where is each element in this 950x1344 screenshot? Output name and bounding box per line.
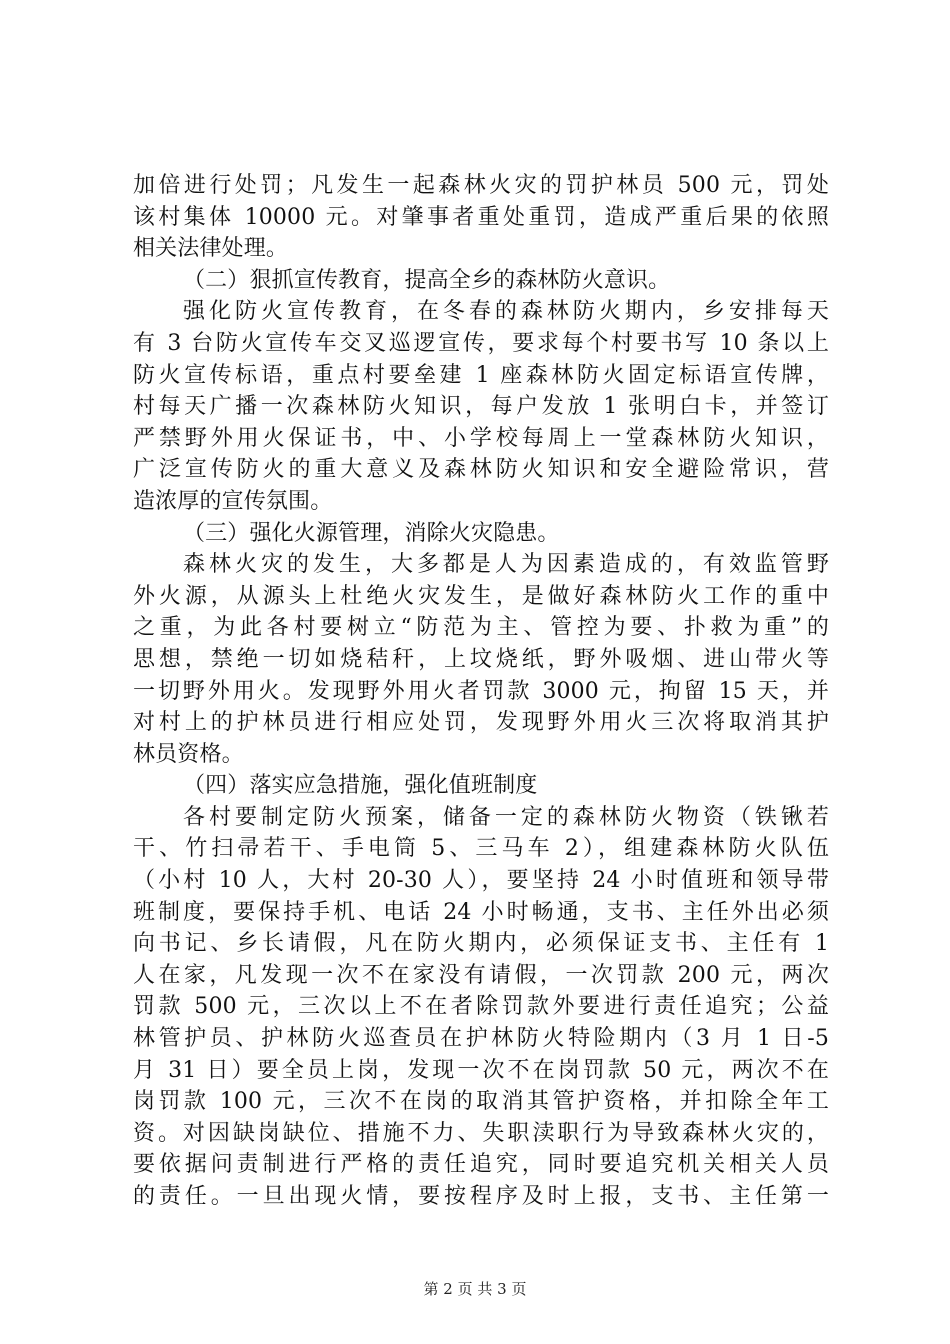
body-line: 村每天广播一次森林防火知识，每户发放 1 张明白卡，并签订 xyxy=(133,394,829,420)
document-body xyxy=(133,170,829,1213)
body-line: 严禁野外用火保证书，中、小学校每周上一堂森林防火知识， xyxy=(133,425,829,451)
body-line: 资。对因缺岗缺位、措施不力、失职渎职行为导致森林火灾的， xyxy=(133,1120,829,1146)
body-line: 该村集体 10000 元。对肇事者重处重罚，造成严重后果的依照 xyxy=(133,204,829,230)
section-heading-2: （二）狠抓宣传教育，提高全乡的森林防火意识。 xyxy=(183,267,671,293)
body-line: 强化防火宣传教育，在冬春的森林防火期内，乡安排每天 xyxy=(183,299,829,325)
body-line: 对村上的护林员进行相应处罚，发现野外用火三次将取消其护 xyxy=(133,710,829,736)
body-line: 班制度，要保持手机、电话 24 小时畅通，支书、主任外出必须 xyxy=(133,899,829,925)
body-line: 防火宣传标语，重点村要垒建 1 座森林防火固定标语宣传牌， xyxy=(133,362,829,388)
body-line: 林员资格。 xyxy=(133,741,244,767)
body-line: 之重，为此各村要树立“防范为主、管控为要、扑救为重”的 xyxy=(133,615,829,641)
body-line: 相关法律处理。 xyxy=(133,236,289,262)
body-line: 向书记、乡长请假，凡在防火期内，必须保证支书、主任有 1 xyxy=(133,931,829,957)
body-line: 一切野外用火。发现野外用火者罚款 3000 元，拘留 15 天，并 xyxy=(133,678,829,704)
body-line: 月 31 日）要全员上岗，发现一次不在岗罚款 50 元，两次不在 xyxy=(133,1057,829,1083)
body-line: 岗罚款 100 元，三次不在岗的取消其管护资格，并扣除全年工 xyxy=(133,1089,829,1115)
body-line: 林管护员、护林防火巡查员在护林防火特险期内（3 月 1 日-5 xyxy=(133,1026,829,1052)
body-line: 罚款 500 元，三次以上不在者除罚款外要进行责任追究；公益 xyxy=(133,994,829,1020)
body-line: 外火源，从源头上杜绝火灾发生，是做好森林防火工作的重中 xyxy=(133,583,829,609)
body-line: 有 3 台防火宣传车交叉巡逻宣传，要求每个村要书写 10 条以上 xyxy=(133,330,829,356)
body-line: 思想，禁绝一切如烧秸秆，上坟烧纸，野外吸烟、进山带火等 xyxy=(133,646,829,672)
body-line: 人在家，凡发现一次不在家没有请假，一次罚款 200 元，两次 xyxy=(133,962,829,988)
section-heading-3: （三）强化火源管理，消除火灾隐患。 xyxy=(183,520,560,546)
body-line: 要依据问责制进行严格的责任追究，同时要追究机关相关人员 xyxy=(133,1152,829,1178)
body-line: （小村 10 人，大村 20-30 人），要坚持 24 小时值班和领导带 xyxy=(133,868,829,894)
section-heading-4: （四）落实应急措施，强化值班制度 xyxy=(183,773,538,799)
page-footer: 第 2 页 共 3 页 xyxy=(423,1280,527,1298)
body-line: 各村要制定防火预案，储备一定的森林防火物资（铁锹若 xyxy=(183,804,829,830)
body-line: 广泛宣传防火的重大意义及森林防火知识和安全避险常识，营 xyxy=(133,457,829,483)
body-line: 的责任。一旦出现火情，要按程序及时上报，支书、主任第一 xyxy=(133,1184,829,1209)
body-line: 干、竹扫帚若干、手电筒 5、三马车 2），组建森林防火队伍 xyxy=(133,836,829,862)
body-line: 森林火灾的发生，大多都是人为因素造成的，有效监管野 xyxy=(183,552,829,578)
body-line: 造浓厚的宣传氛围。 xyxy=(133,488,333,514)
body-line: 加倍进行处罚；凡发生一起森林火灾的罚护林员 500 元，罚处 xyxy=(133,173,829,198)
